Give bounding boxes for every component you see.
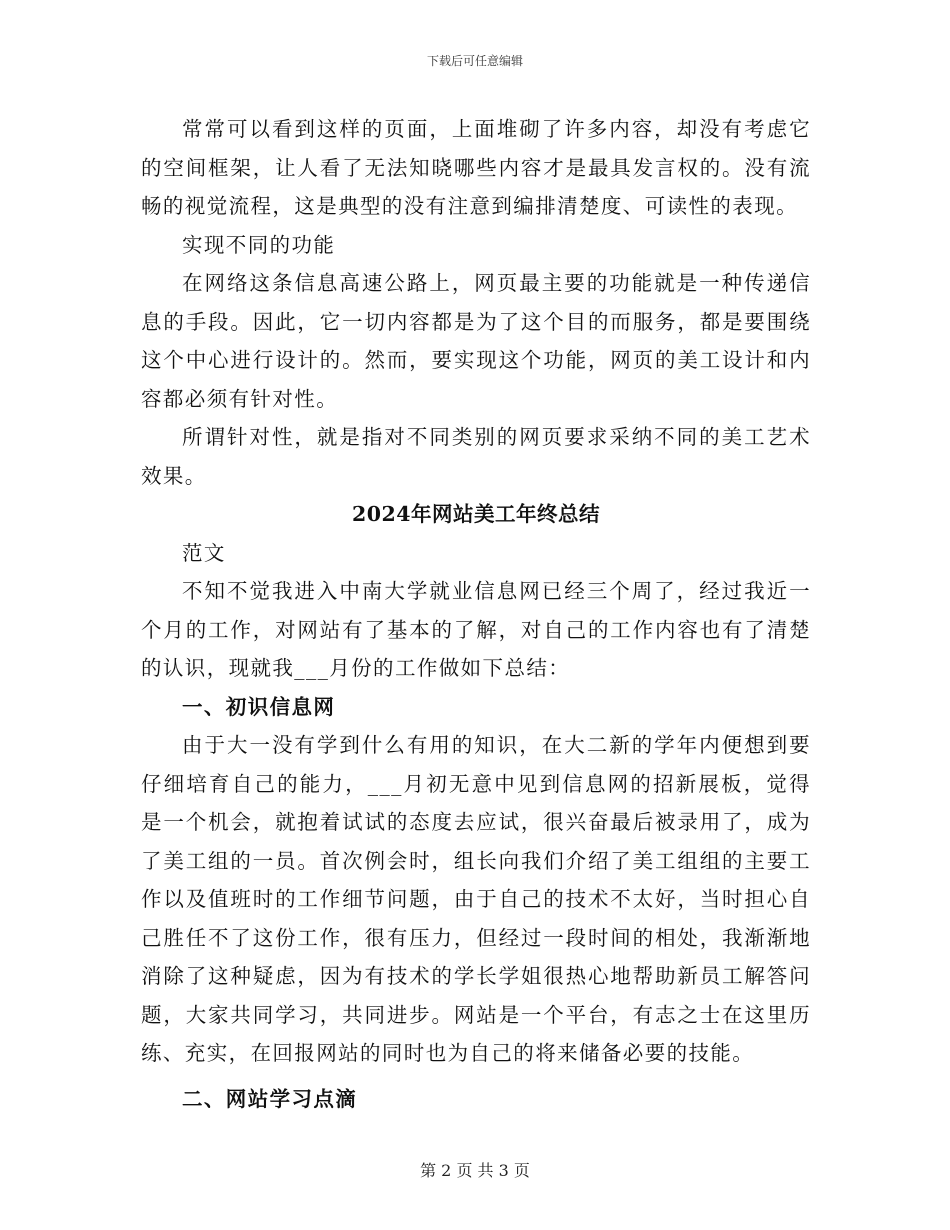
page-number: 第 2 页 共 3 页 [420,1161,530,1180]
section-heading-2: 二、网站学习点滴 [182,1086,358,1111]
paragraph-function-body: 在网络这条信息高速公路上，网页最主要的功能就是一种传递信息的手段。因此，它一切内容都是为了这个目的而服务，都是要围绕这个中心进行设计的。然而，要实现这个功能，网页的美工设计和内容都必须有针对性。 [141,271,811,411]
paragraph-summary-intro: 不知不觉我进入中南大学就业信息网已经三个周了，经过我近一个月的工作，对网站有了基本的了解，对自己的工作内容也有了清楚的认识，现就我___月份的工作做如下总结： [141,579,811,680]
paragraph-layout-intro: 常常可以看到这样的页面，上面堆砌了许多内容，却没有考虑它的空间框架，让人看了无法知晓哪些内容才是最具发言权的。没有流畅的视觉流程，这是典型的没有注意到编排清楚度、可读性的表现。 [141,117,811,218]
paragraph-function-subtitle: 实现不同的功能 [182,232,336,257]
paragraph-sample-label: 范文 [182,540,226,565]
paragraph-section-1-body: 由于大一没有学到什么有用的知识，在大二新的学年内便想到要仔细培育自己的能力，___月初无意中见到信息网的招新展板，觉得是一个机会，就抱着试试的态度去应试，很兴奋最后被录用了，成为了美工组的一员。首次例会时，组长向我们介绍了美工组组的主要工作以及值班时的工作细节问题，由于自己的技术不太好，当时担心自己胜任不了这份工作，很有压力，但经过一段时间的相处，我渐渐地消除了这种疑虑，因为有技术的学长学姐很热心地帮助新员工解答问题，大家共同学习，共同进步。网站是一个平台，有志之士在这里历练、充实，在回报网站的同时也为自己的将来储备必要的技能。 [141,733,811,1065]
paragraph-targeting: 所谓针对性，就是指对不同类别的网页要求采纳不同的美工艺术效果。 [141,425,811,488]
page-header: 下载后可任意编辑 [426,54,523,68]
document-body [141,110,811,1118]
document-title: 2024年网站美工年终总结 [351,502,601,526]
section-heading-1: 一、初识信息网 [182,694,336,719]
